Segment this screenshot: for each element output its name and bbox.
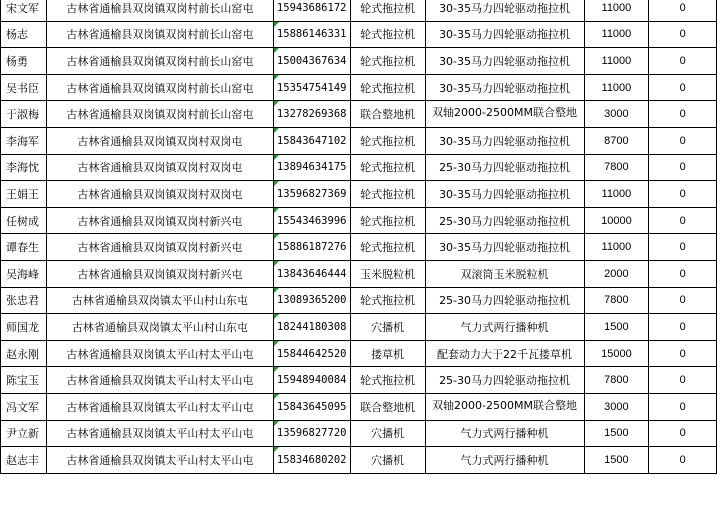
cell-subsidy[interactable]: 0	[649, 101, 717, 128]
cell-price[interactable]: 8700	[584, 127, 649, 154]
cell-phone[interactable]: 13894634175	[273, 154, 350, 181]
table-row	[1, 260, 717, 287]
cell-machine-model[interactable]: 30-35马力四轮驱动拖拉机	[425, 181, 584, 208]
table-row	[1, 48, 717, 75]
cell-address[interactable]: 古林省通榆县双岗镇双岗村前长山窑屯	[46, 21, 273, 48]
cell-phone[interactable]: 18244180308	[273, 314, 350, 341]
cell-subsidy[interactable]: 0	[649, 21, 717, 48]
cell-machine-type[interactable]: 联合整地机	[350, 393, 425, 420]
cell-applicant-name[interactable]: 吴海峰	[1, 260, 47, 287]
cell-subsidy[interactable]: 0	[649, 127, 717, 154]
cell-subsidy[interactable]: 0	[649, 74, 717, 101]
cell-phone[interactable]: 15886146331	[273, 21, 350, 48]
cell-address[interactable]: 古林省通榆县双岗镇双岗村新兴屯	[46, 234, 273, 261]
cell-machine-type[interactable]: 轮式拖拉机	[350, 154, 425, 181]
cell-phone[interactable]: 15948940084	[273, 367, 350, 394]
table-row	[1, 447, 717, 474]
cell-address[interactable]: 古林省通榆县双岗镇太平山村太平山屯	[46, 393, 273, 420]
table-row	[1, 393, 717, 420]
cell-machine-type[interactable]: 轮式拖拉机	[350, 74, 425, 101]
cell-address[interactable]: 古林省通榆县双岗镇双岗村前长山窑屯	[46, 48, 273, 75]
cell-machine-model[interactable]: 30-35马力四轮驱动拖拉机	[425, 74, 584, 101]
table-row	[1, 181, 717, 208]
table-row	[1, 340, 717, 367]
cell-applicant-name[interactable]: 宋文军	[1, 0, 47, 21]
cell-price[interactable]: 1500	[584, 447, 649, 474]
cell-price[interactable]: 11000	[584, 48, 649, 75]
cell-phone[interactable]: 15843645095	[273, 393, 350, 420]
cell-machine-type[interactable]: 轮式拖拉机	[350, 21, 425, 48]
cell-address[interactable]: 古林省通榆县双岗镇双岗村前长山窑屯	[46, 101, 273, 128]
cell-machine-model[interactable]: 25-30马力四轮驱动拖拉机	[425, 367, 584, 394]
cell-applicant-name[interactable]: 杨志	[1, 21, 47, 48]
table-row	[1, 0, 717, 21]
cell-address[interactable]: 古林省通榆县双岗镇双岗村前长山窑屯	[46, 0, 273, 21]
table-row	[1, 420, 717, 447]
cell-machine-model[interactable]: 双轴2000-2500MM联合整地	[425, 101, 584, 128]
cell-machine-type[interactable]: 联合整地机	[350, 101, 425, 128]
cell-phone[interactable]: 13089365200	[273, 287, 350, 314]
cell-phone[interactable]: 13596827369	[273, 181, 350, 208]
cell-machine-model[interactable]: 30-35马力四轮驱动拖拉机	[425, 21, 584, 48]
table-row	[1, 367, 717, 394]
cell-phone[interactable]: 15844642520	[273, 340, 350, 367]
cell-machine-type[interactable]: 穴播机	[350, 420, 425, 447]
cell-applicant-name[interactable]: 谭春生	[1, 234, 47, 261]
table-row	[1, 74, 717, 101]
cell-phone[interactable]: 13596827720	[273, 420, 350, 447]
cell-subsidy[interactable]: 0	[649, 340, 717, 367]
cell-price[interactable]: 7800	[584, 367, 649, 394]
cell-machine-type[interactable]: 穴播机	[350, 314, 425, 341]
cell-address[interactable]: 古林省通榆县双岗镇太平山村太平山屯	[46, 340, 273, 367]
cell-machine-model[interactable]: 配套动力大于22千瓦搂草机	[425, 340, 584, 367]
cell-subsidy[interactable]: 0	[649, 181, 717, 208]
cell-phone[interactable]: 13278269368	[273, 101, 350, 128]
cell-address[interactable]: 古林省通榆县双岗镇太平山村太平山屯	[46, 367, 273, 394]
cell-price[interactable]: 10000	[584, 207, 649, 234]
cell-price[interactable]: 11000	[584, 74, 649, 101]
cell-machine-model[interactable]: 25-30马力四轮驱动拖拉机	[425, 207, 584, 234]
table-row	[1, 154, 717, 181]
cell-machine-type[interactable]: 轮式拖拉机	[350, 48, 425, 75]
cell-address[interactable]: 古林省通榆县双岗镇太平山村太平山屯	[46, 447, 273, 474]
cell-phone[interactable]: 15843647102	[273, 127, 350, 154]
cell-subsidy[interactable]: 0	[649, 420, 717, 447]
cell-applicant-name[interactable]: 尹立新	[1, 420, 47, 447]
cell-price[interactable]: 7800	[584, 287, 649, 314]
cell-price[interactable]: 11000	[584, 181, 649, 208]
cell-subsidy[interactable]: 0	[649, 207, 717, 234]
cell-price[interactable]: 2000	[584, 260, 649, 287]
cell-phone[interactable]: 15943686172	[273, 0, 350, 21]
cell-machine-type[interactable]: 轮式拖拉机	[350, 0, 425, 21]
table-row	[1, 234, 717, 261]
cell-machine-type[interactable]: 轮式拖拉机	[350, 367, 425, 394]
cell-phone[interactable]: 15004367634	[273, 48, 350, 75]
cell-machine-type[interactable]: 轮式拖拉机	[350, 287, 425, 314]
table-row	[1, 207, 717, 234]
cell-machine-model[interactable]: 30-35马力四轮驱动拖拉机	[425, 0, 584, 21]
cell-phone[interactable]: 15543463996	[273, 207, 350, 234]
cell-price[interactable]: 1500	[584, 314, 649, 341]
cell-machine-model[interactable]: 双滚筒玉米脱粒机	[425, 260, 584, 287]
cell-applicant-name[interactable]: 陈宝玉	[1, 367, 47, 394]
cell-phone[interactable]: 15834680202	[273, 447, 350, 474]
table-row	[1, 127, 717, 154]
cell-address[interactable]: 古林省通榆县双岗镇双岗村双岗屯	[46, 154, 273, 181]
cell-applicant-name[interactable]: 赵永刚	[1, 340, 47, 367]
cell-price[interactable]: 15000	[584, 340, 649, 367]
cell-subsidy[interactable]: 0	[649, 234, 717, 261]
cell-subsidy[interactable]: 0	[649, 367, 717, 394]
cell-machine-model[interactable]: 气力式两行播种机	[425, 420, 584, 447]
cell-subsidy[interactable]: 0	[649, 314, 717, 341]
cell-address[interactable]: 古林省通榆县双岗镇双岗村新兴屯	[46, 207, 273, 234]
cell-applicant-name[interactable]: 王娟王	[1, 181, 47, 208]
cell-machine-type[interactable]: 轮式拖拉机	[350, 207, 425, 234]
cell-subsidy[interactable]: 0	[649, 48, 717, 75]
cell-address[interactable]: 古林省通榆县双岗镇双岗村新兴屯	[46, 260, 273, 287]
cell-machine-type[interactable]: 穴播机	[350, 447, 425, 474]
cell-price[interactable]: 3000	[584, 393, 649, 420]
cell-phone[interactable]: 15886187276	[273, 234, 350, 261]
cell-applicant-name[interactable]: 张忠君	[1, 287, 47, 314]
cell-applicant-name[interactable]: 李海忱	[1, 154, 47, 181]
cell-phone[interactable]: 13843646444	[273, 260, 350, 287]
cell-applicant-name[interactable]: 冯文军	[1, 393, 47, 420]
cell-address[interactable]: 古林省通榆县双岗镇太平山村山东屯	[46, 287, 273, 314]
spreadsheet-body	[1, 0, 717, 473]
cell-subsidy[interactable]: 0	[649, 287, 717, 314]
cell-subsidy[interactable]: 0	[649, 154, 717, 181]
cell-machine-type[interactable]: 搂草机	[350, 340, 425, 367]
cell-machine-model[interactable]: 30-35马力四轮驱动拖拉机	[425, 48, 584, 75]
cell-machine-type[interactable]: 轮式拖拉机	[350, 234, 425, 261]
cell-machine-type[interactable]: 玉米脱粒机	[350, 260, 425, 287]
cell-price[interactable]: 11000	[584, 0, 649, 21]
cell-subsidy[interactable]: 0	[649, 393, 717, 420]
cell-applicant-name[interactable]: 于淑梅	[1, 101, 47, 128]
cell-machine-model[interactable]: 30-35马力四轮驱动拖拉机	[425, 127, 584, 154]
cell-machine-type[interactable]: 轮式拖拉机	[350, 181, 425, 208]
cell-subsidy[interactable]: 0	[649, 447, 717, 474]
cell-applicant-name[interactable]: 师国龙	[1, 314, 47, 341]
table-row	[1, 314, 717, 341]
table-row	[1, 21, 717, 48]
cell-price[interactable]: 3000	[584, 101, 649, 128]
cell-machine-model[interactable]: 25-30马力四轮驱动拖拉机	[425, 287, 584, 314]
cell-address[interactable]: 古林省通榆县双岗镇太平山村山东屯	[46, 314, 273, 341]
cell-address[interactable]: 古林省通榆县双岗镇双岗村双岗屯	[46, 181, 273, 208]
cell-machine-model[interactable]: 气力式两行播种机	[425, 447, 584, 474]
cell-machine-type[interactable]: 轮式拖拉机	[350, 127, 425, 154]
cell-price[interactable]: 11000	[584, 21, 649, 48]
cell-subsidy[interactable]: 0	[649, 0, 717, 21]
cell-applicant-name[interactable]: 杨勇	[1, 48, 47, 75]
cell-machine-model[interactable]: 30-35马力四轮驱动拖拉机	[425, 234, 584, 261]
cell-subsidy[interactable]: 0	[649, 260, 717, 287]
cell-applicant-name[interactable]: 李海军	[1, 127, 47, 154]
cell-address[interactable]: 古林省通榆县双岗镇太平山村太平山屯	[46, 420, 273, 447]
cell-applicant-name[interactable]: 赵志丰	[1, 447, 47, 474]
cell-applicant-name[interactable]: 任树成	[1, 207, 47, 234]
table-row	[1, 287, 717, 314]
cell-phone[interactable]: 15354754149	[273, 74, 350, 101]
cell-machine-model[interactable]: 双轴2000-2500MM联合整地	[425, 393, 584, 420]
cell-price[interactable]: 11000	[584, 234, 649, 261]
cell-address[interactable]: 古林省通榆县双岗镇双岗村前长山窑屯	[46, 74, 273, 101]
cell-address[interactable]: 古林省通榆县双岗镇双岗村双岗屯	[46, 127, 273, 154]
cell-machine-model[interactable]: 25-30马力四轮驱动拖拉机	[425, 154, 584, 181]
cell-price[interactable]: 7800	[584, 154, 649, 181]
cell-applicant-name[interactable]: 吴书臣	[1, 74, 47, 101]
table-row	[1, 101, 717, 128]
cell-price[interactable]: 1500	[584, 420, 649, 447]
cell-machine-model[interactable]: 气力式两行播种机	[425, 314, 584, 341]
